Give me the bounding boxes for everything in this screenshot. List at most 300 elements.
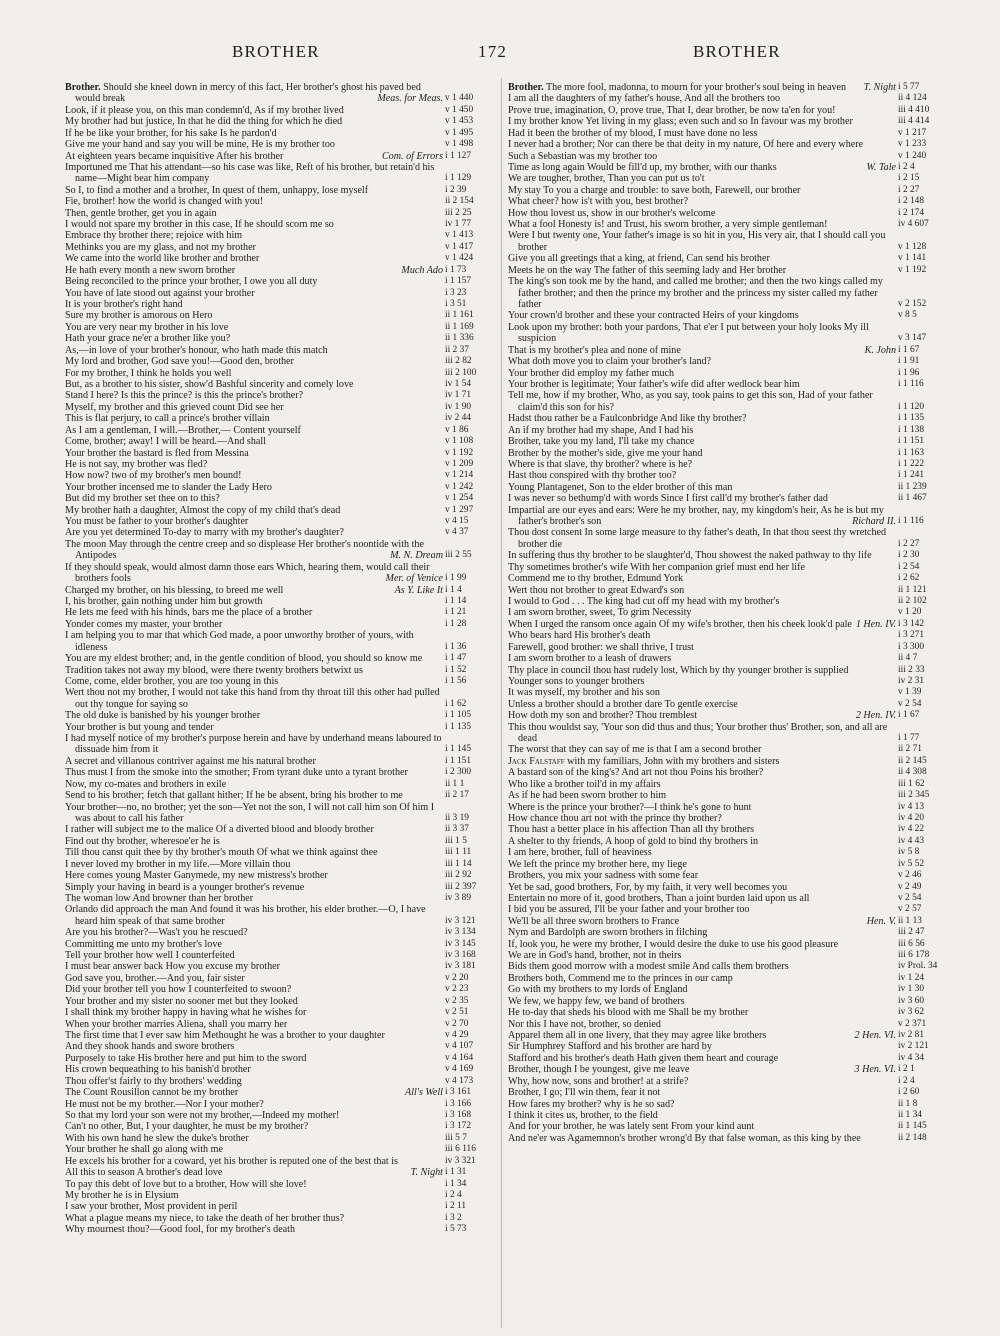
concordance-entry xyxy=(508,505,948,528)
entry-text xyxy=(65,288,443,299)
quotation: Purposely to take His brother here and put him to the sword xyxy=(65,1052,307,1064)
quotation: My brother had but justice, In that he did the thing for which he died xyxy=(65,116,343,128)
act-scene-line-ref: iii 2 345 xyxy=(898,790,930,801)
quotation: Are you his brother?—Was't you he rescued? xyxy=(65,927,248,939)
quotation: The worst that they can say of me is that I am a second brother xyxy=(508,744,762,756)
entry-text xyxy=(65,1144,443,1155)
act-scene-line-ref: i 3 166 xyxy=(445,1098,472,1109)
quotation: And for your brother, he was lately sent From your kind aunt xyxy=(508,1121,755,1133)
entry-text xyxy=(65,1007,443,1018)
concordance-entry xyxy=(65,665,495,676)
concordance-entry xyxy=(65,1190,495,1201)
concordance-entry xyxy=(65,1179,495,1190)
act-scene-line-ref: v 1 495 xyxy=(445,127,474,138)
entry-text xyxy=(65,1030,443,1041)
quotation: If they should speak, would almost damn those ears Which, hearing them, would call their brothers fools xyxy=(65,561,430,585)
entry-text xyxy=(508,219,896,230)
entry-text xyxy=(508,596,896,607)
quotation: The moon May through the centre creep and so displease Her brother's noontide with the Antipodes xyxy=(65,538,424,562)
act-scene-line-ref: ii 2 71 xyxy=(898,744,922,755)
act-scene-line-ref: i 2 60 xyxy=(898,1087,920,1098)
quotation: Thou dost consent In some large measure to thy father's death, In that thou seest thy wretched brother die xyxy=(508,527,887,550)
quotation: I would to God . . . The king had cut off my head with my brother's xyxy=(508,595,780,607)
concordance-entry xyxy=(65,265,495,276)
play-title: T. Night xyxy=(861,82,896,93)
quotation: How now? two of my brother's men bound! xyxy=(65,470,242,482)
act-scene-line-ref: i 5 77 xyxy=(898,82,920,92)
quotation: How fares my brother? why is he so sad? xyxy=(508,1098,675,1110)
entry-text xyxy=(508,105,896,116)
act-scene-line-ref: i 2 300 xyxy=(445,767,472,778)
entry-text xyxy=(508,253,896,264)
entry-text xyxy=(508,961,896,972)
play-title: 2 Hen. VI. xyxy=(852,1030,896,1041)
quotation: This thou wouldst say, 'Your son did thus and thus; Your brother thus' Brother, son, and all are dead xyxy=(508,721,888,745)
page-number: 172 xyxy=(478,42,508,61)
quotation: Simply your having in beard is a younger brother's revenue xyxy=(65,881,305,893)
quotation: Methinks you are my glass, and not my brother xyxy=(65,241,256,253)
concordance-entry xyxy=(508,836,948,847)
entry-text xyxy=(65,1064,443,1075)
quotation: My brother hath a daughter, Almost the copy of my child that's dead xyxy=(65,504,341,516)
act-scene-line-ref: v 2 49 xyxy=(898,881,922,892)
entry-text xyxy=(65,756,443,767)
act-scene-line-ref: i 1 127 xyxy=(445,150,472,161)
quotation: Your brother the bastard is fled from Messina xyxy=(65,447,249,459)
act-scene-line-ref: iv 3 89 xyxy=(445,892,472,903)
entry-text xyxy=(508,425,896,436)
quotation: I rather will subject me to the malice Of a diverted blood and bloody brother xyxy=(65,824,374,836)
concordance-entry xyxy=(65,973,495,984)
act-scene-line-ref: i 2 4 xyxy=(445,1189,462,1200)
concordance-entry xyxy=(508,151,948,162)
concordance-entry xyxy=(508,265,948,276)
quotation: You are very near my brother in his love xyxy=(65,321,229,333)
quotation: I bid you be assured, I'll be your father and your brother too xyxy=(508,904,750,916)
concordance-entry xyxy=(508,973,948,984)
act-scene-line-ref: i 2 54 xyxy=(898,561,920,572)
quotation: Hath your grace ne'er a brother like you? xyxy=(65,333,231,345)
concordance-entry xyxy=(65,1007,495,1018)
concordance-entry xyxy=(65,242,495,253)
concordance-entry xyxy=(508,82,948,93)
concordance-entry xyxy=(508,93,948,104)
concordance-entry xyxy=(508,105,948,116)
concordance-entry xyxy=(508,482,948,493)
act-scene-line-ref: i 1 157 xyxy=(445,276,472,287)
quotation: It was myself, my brother and his son xyxy=(508,687,660,699)
concordance-entry xyxy=(508,139,948,150)
entry-text xyxy=(65,596,443,607)
act-scene-line-ref: iv 5 8 xyxy=(898,847,920,858)
entry-text xyxy=(65,379,443,390)
concordance-entry xyxy=(65,779,495,790)
entry-text xyxy=(65,253,443,264)
entry-text xyxy=(508,470,896,481)
quotation: Come, brother; away! I will be heard.—And shall xyxy=(65,436,266,448)
quotation: Had it been the brother of my blood, I must have done no less xyxy=(508,127,758,139)
act-scene-line-ref: ii 3 37 xyxy=(445,824,469,835)
concordance-entry xyxy=(508,699,948,710)
concordance-entry xyxy=(65,1099,495,1110)
quotation: I shall think my brother happy in having what he wishes for xyxy=(65,1007,307,1019)
play-title: 3 Hen. VI. xyxy=(852,1064,896,1075)
entry-text xyxy=(508,128,896,139)
entry-text xyxy=(508,322,896,345)
concordance-entry xyxy=(65,1167,495,1178)
act-scene-line-ref: i 1 62 xyxy=(445,698,467,709)
entry-text xyxy=(508,653,896,664)
quotation: I am all the daughters of my father's house, And all the brothers too xyxy=(508,93,781,105)
quotation: Tell me, how if my brother, Who, as you say, took pains to get this son, Had of your father claim'd this son for his? xyxy=(508,390,873,413)
quotation: Hast thou conspired with thy brother too? xyxy=(508,470,677,482)
quotation: Why, how now, sons and brother! at a strife? xyxy=(508,1075,689,1087)
entry-text xyxy=(65,448,443,459)
quotation: As I am a gentleman, I will.—Brother,— Content yourself xyxy=(65,424,301,436)
entry-text xyxy=(508,779,896,790)
entry-text xyxy=(508,676,896,687)
quotation: The woman low And browner than her brother xyxy=(65,892,254,904)
quotation: Look, if it please you, on this man condemn'd, As if my brother lived xyxy=(65,104,344,116)
entry-text xyxy=(65,139,443,150)
act-scene-line-ref: iii 4 410 xyxy=(898,104,930,115)
act-scene-line-ref: ii 4 308 xyxy=(898,767,927,778)
quotation: You must be father to your brother's daughter xyxy=(65,516,249,528)
act-scene-line-ref: ii 1 467 xyxy=(898,493,927,504)
act-scene-line-ref: i 3 2 xyxy=(445,1212,462,1223)
act-scene-line-ref: iv 3 62 xyxy=(898,1007,925,1018)
quotation: Entertain no more of it, good brothers, Than a joint burden laid upon us all xyxy=(508,892,810,904)
act-scene-line-ref: iv 5 52 xyxy=(898,858,925,869)
entry-text xyxy=(508,1076,896,1087)
concordance-entry xyxy=(508,676,948,687)
entry-text xyxy=(65,1053,443,1064)
concordance-entry xyxy=(65,1224,495,1235)
concordance-entry xyxy=(508,356,948,367)
entry-text xyxy=(65,722,443,733)
act-scene-line-ref: v 1 192 xyxy=(898,264,927,275)
entry-text xyxy=(65,356,443,367)
quotation: Stand I here? Is this the prince? is this the prince's brother? xyxy=(65,390,304,402)
act-scene-line-ref: i 5 73 xyxy=(445,1224,467,1235)
act-scene-line-ref: i 2 27 xyxy=(898,538,920,549)
right-column xyxy=(508,82,948,1332)
act-scene-line-ref: v 3 147 xyxy=(898,333,927,344)
entry-text xyxy=(65,607,443,618)
quotation: God save you, brother.—And you, fair sister xyxy=(65,972,245,984)
entry-text xyxy=(65,1190,443,1201)
concordance-entry xyxy=(508,448,948,459)
quotation: You have of late stood out against your brother xyxy=(65,287,255,299)
act-scene-line-ref: iv 2 31 xyxy=(898,675,925,686)
concordance-entry xyxy=(65,82,495,105)
concordance-entry xyxy=(65,470,495,481)
act-scene-line-ref: v 1 86 xyxy=(445,424,469,435)
concordance-entry xyxy=(65,139,495,150)
act-scene-line-ref: v 1 108 xyxy=(445,436,474,447)
quotation: The more fool, madonna, to mourn for your brother's soul being in heaven xyxy=(545,82,847,93)
entry-text xyxy=(508,550,896,561)
concordance-entry xyxy=(508,162,948,173)
entry-text xyxy=(65,413,443,424)
act-scene-line-ref: iii 2 92 xyxy=(445,870,472,881)
act-scene-line-ref: v 2 23 xyxy=(445,984,469,995)
quotation: At eighteen years became inquisitive After his brother xyxy=(65,150,284,162)
entry-text xyxy=(65,219,443,230)
quotation: I never had a brother; Nor can there be that deity in my nature, Of here and every where xyxy=(508,139,864,151)
act-scene-line-ref: v 2 152 xyxy=(898,299,927,310)
entry-text xyxy=(508,870,896,881)
act-scene-line-ref: v 4 164 xyxy=(445,1052,474,1063)
entry-text xyxy=(65,402,443,413)
entry-text xyxy=(508,1007,896,1018)
act-scene-line-ref: v 4 37 xyxy=(445,527,469,538)
act-scene-line-ref: i 1 163 xyxy=(898,447,925,458)
play-title: Com. of Errors xyxy=(379,151,443,162)
act-scene-line-ref: i 2 148 xyxy=(898,196,925,207)
entry-text xyxy=(65,961,443,972)
quotation: Should she kneel down in mercy of this fact, Her brother's ghost his paved bed would break xyxy=(75,82,421,105)
concordance-entry xyxy=(65,802,495,825)
concordance-entry xyxy=(508,802,948,813)
act-scene-line-ref: v 2 57 xyxy=(898,904,922,915)
concordance-entry xyxy=(65,1121,495,1132)
act-scene-line-ref: i 1 129 xyxy=(445,173,472,184)
quotation: A shelter to thy friends, A hoop of gold to bind thy brothers in xyxy=(508,835,759,847)
entry-text xyxy=(65,208,443,219)
concordance-entry xyxy=(508,996,948,1007)
concordance-entry xyxy=(508,459,948,470)
quotation: We are in God's hand, brother, not in theirs xyxy=(508,950,682,962)
entry-text xyxy=(508,265,896,276)
concordance-entry xyxy=(508,847,948,858)
quotation: Your brother did employ my father much xyxy=(508,367,675,379)
act-scene-line-ref: i 1 21 xyxy=(445,607,467,618)
entry-text xyxy=(508,1064,896,1075)
concordance-entry xyxy=(65,1110,495,1121)
concordance-entry xyxy=(508,710,948,721)
play-title: 1 Hen. IV. xyxy=(853,619,896,630)
entry-text xyxy=(508,893,896,904)
quotation: He excels his brother for a coward, yet his brother is reputed one of the best that is xyxy=(65,1155,398,1167)
entry-text xyxy=(65,345,443,356)
quotation: You are my eldest brother; and, in the gentle condition of blood, you should so know me xyxy=(65,653,423,665)
entry-text xyxy=(508,802,896,813)
concordance-entry xyxy=(65,276,495,287)
quotation: As if he had been sworn brother to him xyxy=(508,790,667,802)
quotation: Apparel them all in one livery, that they may agree like brothers xyxy=(508,1030,767,1042)
act-scene-line-ref: i 1 120 xyxy=(898,401,925,412)
quotation: Your brother is legitimate; Your father's wife did after wedlock bear him xyxy=(508,378,800,390)
entry-text xyxy=(65,310,443,321)
entry-text xyxy=(508,699,896,710)
entry-text xyxy=(508,379,896,390)
concordance-entry xyxy=(65,630,495,653)
concordance-entry xyxy=(65,824,495,835)
act-scene-line-ref: i 2 1 xyxy=(898,1064,915,1075)
concordance-entry xyxy=(65,116,495,127)
concordance-entry xyxy=(65,493,495,504)
act-scene-line-ref: i 1 91 xyxy=(898,356,920,367)
quotation: Sure my brother is amorous on Hero xyxy=(65,310,213,322)
concordance-entry xyxy=(508,196,948,207)
quotation: Your brother—no, no brother; yet the son—Yet not the son, I will not call him son Of him I was about to call his father xyxy=(65,801,435,824)
concordance-entry xyxy=(508,927,948,938)
entry-text xyxy=(508,493,896,504)
entry-text xyxy=(65,653,443,664)
entry-text xyxy=(508,722,896,745)
entry-text xyxy=(508,607,896,618)
concordance-entry xyxy=(65,619,495,630)
column-divider xyxy=(501,78,502,1328)
act-scene-line-ref: i 2 11 xyxy=(445,1201,467,1212)
entry-text xyxy=(65,333,443,344)
concordance-entry xyxy=(65,436,495,447)
concordance-entry xyxy=(508,1121,948,1132)
act-scene-line-ref: v 1 242 xyxy=(445,481,474,492)
quotation: Nym and Bardolph are sworn brothers in filching xyxy=(508,927,708,939)
act-scene-line-ref: iv 3 145 xyxy=(445,938,476,949)
act-scene-line-ref: iii 1 11 xyxy=(445,847,472,858)
concordance-entry xyxy=(65,722,495,733)
entry-text xyxy=(65,1099,443,1110)
quotation: Embrace thy brother there; rejoice with him xyxy=(65,230,243,242)
entry-text xyxy=(65,847,443,858)
concordance-entry xyxy=(508,619,948,630)
act-scene-line-ref: v 2 35 xyxy=(445,995,469,1006)
quotation: Give you all greetings that a king, at friend, Can send his brother xyxy=(508,253,770,265)
act-scene-line-ref: iii 6 178 xyxy=(898,950,930,961)
act-scene-line-ref: iv 4 43 xyxy=(898,835,925,846)
concordance-entry xyxy=(508,550,948,561)
act-scene-line-ref: i 3 23 xyxy=(445,287,467,298)
entry-text xyxy=(65,1087,443,1098)
quotation: Tradition takes not away my blood, were there twenty brothers betwixt us xyxy=(65,664,363,676)
entry-text xyxy=(508,687,896,698)
concordance-entry xyxy=(65,516,495,527)
entry-text xyxy=(65,128,443,139)
act-scene-line-ref: i 1 36 xyxy=(445,641,467,652)
concordance-entry xyxy=(65,253,495,264)
concordance-entry xyxy=(508,824,948,835)
quotation: Thou offer'st fairly to thy brothers' wedding xyxy=(65,1075,242,1087)
concordance-entry xyxy=(65,1053,495,1064)
concordance-entry xyxy=(508,882,948,893)
entry-text xyxy=(65,390,443,401)
entry-text xyxy=(508,1110,896,1121)
concordance-entry xyxy=(65,105,495,116)
entry-text xyxy=(508,790,896,801)
act-scene-line-ref: i 2 4 xyxy=(898,161,915,172)
quotation: Brothers, you mix your sadness with some fear xyxy=(508,870,699,882)
act-scene-line-ref: v 1 141 xyxy=(898,253,927,264)
entry-text xyxy=(508,710,896,721)
quotation: I saw your brother, Most provident in peril xyxy=(65,1201,238,1213)
entry-text xyxy=(65,585,443,596)
header-left-word: BROTHER xyxy=(232,42,320,61)
entry-text xyxy=(65,1110,443,1121)
quotation: Here comes young Master Ganymede, my new mistress's brother xyxy=(65,870,328,882)
concordance-entry xyxy=(65,1144,495,1155)
act-scene-line-ref: iii 2 47 xyxy=(898,927,925,938)
act-scene-line-ref: v 1 424 xyxy=(445,253,474,264)
entry-text xyxy=(65,870,443,881)
concordance-entry xyxy=(65,1030,495,1041)
entry-text xyxy=(65,733,443,756)
act-scene-line-ref: i 2 4 xyxy=(898,1075,915,1086)
act-scene-line-ref: iv 1 54 xyxy=(445,378,472,389)
quotation: with my familiars, John with my brothers and sisters xyxy=(567,755,780,767)
concordance-entry xyxy=(65,653,495,664)
quotation: Yonder comes my master, your brother xyxy=(65,618,223,630)
entry-text xyxy=(65,996,443,1007)
act-scene-line-ref: iv 2 81 xyxy=(898,1030,925,1041)
concordance-entry xyxy=(508,756,948,767)
quotation: He is not say, my brother was fled? xyxy=(65,458,208,470)
entry-text xyxy=(508,1053,896,1064)
quotation: How chance thou art not with the prince thy brother? xyxy=(508,813,722,824)
concordance-entry xyxy=(65,733,495,756)
entry-text xyxy=(508,368,896,379)
quotation: As,—in love of your brother's honour, who hath made this match xyxy=(65,344,328,356)
entry-text xyxy=(65,676,443,687)
quotation: Brother, though I be youngest, give me leave xyxy=(508,1064,690,1076)
act-scene-line-ref: iv 3 134 xyxy=(445,927,476,938)
entry-text xyxy=(65,710,443,721)
act-scene-line-ref: iv 4 22 xyxy=(898,824,925,835)
entry-text xyxy=(508,756,896,767)
play-title: All's Well xyxy=(402,1087,443,1098)
quotation: Wert thou not brother to great Edward's son xyxy=(508,584,685,596)
concordance-entry xyxy=(508,596,948,607)
quotation: Charged my brother, on his blessing, to breed me well xyxy=(65,584,284,596)
quotation: Impartial are our eyes and ears: Were he my brother, nay, my kingdom's heir, As he is but my father's brother's son xyxy=(508,504,884,528)
act-scene-line-ref: ii 2 37 xyxy=(445,344,469,355)
quotation: Your brother incensed me to slander the Lady Hero xyxy=(65,481,272,493)
play-title: W. Tale xyxy=(863,162,896,173)
quotation: A secret and villanous contriver against me his natural brother xyxy=(65,755,316,767)
entry-text xyxy=(508,562,896,573)
entry-text xyxy=(508,390,896,413)
act-scene-line-ref: iii 2 25 xyxy=(445,207,472,218)
entry-text xyxy=(65,790,443,801)
act-scene-line-ref: iii 6 116 xyxy=(445,1144,476,1155)
act-scene-line-ref: iv 4 34 xyxy=(898,1052,925,1063)
quotation: I would not spare my brother in this case, If he should scorn me so xyxy=(65,219,334,231)
quotation: His crown bequeathing to his banish'd brother xyxy=(65,1064,251,1076)
act-scene-line-ref: i 1 34 xyxy=(445,1178,467,1189)
quotation: We'll be all three sworn brothers to France xyxy=(508,915,680,927)
concordance-entry xyxy=(508,527,948,550)
quotation: Why mournest thou?—Good fool, for my brother's death xyxy=(65,1224,296,1236)
act-scene-line-ref: iv 3 321 xyxy=(445,1155,476,1166)
act-scene-line-ref: v 2 51 xyxy=(445,1007,469,1018)
act-scene-line-ref: i 1 67 xyxy=(898,344,920,355)
concordance-entry xyxy=(508,368,948,379)
entry-text xyxy=(65,1167,443,1178)
act-scene-line-ref: v 1 297 xyxy=(445,504,474,515)
entry-text xyxy=(65,482,443,493)
quotation: But did my brother set thee on to this? xyxy=(65,493,220,505)
act-scene-line-ref: ii 1 8 xyxy=(898,1098,918,1109)
concordance-entry xyxy=(508,253,948,264)
entry-text xyxy=(65,802,443,825)
act-scene-line-ref: iii 2 100 xyxy=(445,367,477,378)
entry-text xyxy=(65,927,443,938)
concordance-entry xyxy=(65,459,495,470)
act-scene-line-ref: i 1 135 xyxy=(898,413,925,424)
quotation: Did your brother tell you how I counterfeited to swoon? xyxy=(65,984,292,996)
